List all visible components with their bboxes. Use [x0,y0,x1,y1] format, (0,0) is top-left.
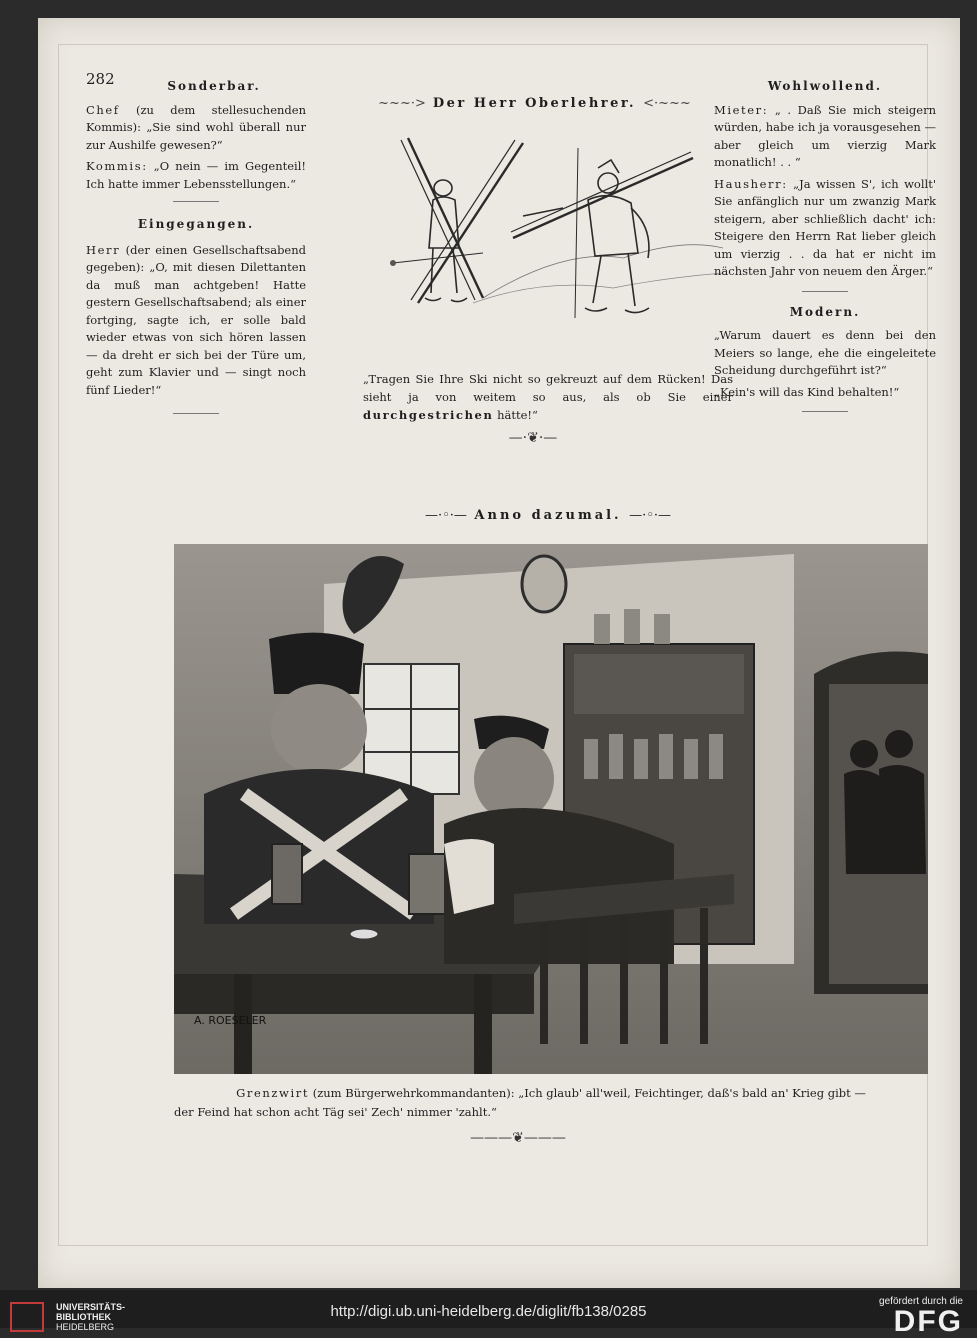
ornament: —·◦·— [629,508,672,523]
paragraph [86,242,306,400]
tavern-caption [174,1084,928,1122]
artist-signature: A. ROESELER [194,1014,267,1027]
speaker: Hausherr: [714,176,788,191]
right-column [714,78,936,420]
caption-emphasis: durchgestrichen [363,408,494,422]
text: „ . Daß Sie mich steigern würden, habe ich ja vorausgesehen — aber gleich um vierzig Mark monatlich! . . “ [714,102,937,169]
left-title-eingegangen: Eingegangen. [137,217,255,231]
text: (der einen Gesellschaftsabend gegeben): „O, mit diesen Dilettanten da muß man achtgeben! Hatte gestern Gesellschaftsabend; als einer fortging, sagte ich, er solle bald wieder etwas von sich hören lassen — da dreht er sich bei der Türe um, geht zum Klavier und — singt noch fünf Lieder!“ [86,242,307,397]
text: (zu dem stellesuchenden Kommis): „Sie sind wohl überall nur zur Aushilfe gewesen?“ [86,102,306,152]
ski-sketch-illustration [363,128,728,363]
separator [802,291,848,292]
end-ornament: ———❦——— [470,1130,566,1146]
text: (zum Bürgerwehrkommandanten): „Ich glaub' all'weil, Feichtinger, daß's bald an' Krieg gibt — [312,1086,866,1100]
separator [173,201,219,202]
logo-line: UNIVERSITÄTS- [56,1302,126,1312]
paragraph: „Kein's will das Kind behalten!“ [714,384,900,399]
speaker: Herr [86,242,121,257]
funded-by-label: gefördert durch die [879,1296,963,1307]
paragraph: „Warum dauert es denn bei den Meiers so lange, ehe die eingeleitete Scheidung durchgeführt ist?“ [714,328,936,377]
ornament: ~~~·> [378,96,426,111]
section-title-text: Anno dazumal. [474,508,622,523]
scanned-page [38,18,960,1288]
middle-title [367,96,702,111]
logo-line: BIBLIOTHEK [56,1312,111,1322]
middle-ornament: —·❦·— [508,430,558,446]
right-title-modern: Modern. [789,304,861,319]
logo-line: HEIDELBERG [56,1322,115,1332]
left-column [86,78,306,422]
speaker: Mieter: [714,102,769,117]
speaker: Grenzwirt [236,1086,310,1100]
ornament: —·◦·— [424,508,467,523]
caption-text: hätte!“ [493,408,538,422]
left-title-sonderbar: Sonderbar. [167,79,261,93]
separator [802,411,848,412]
caption-line-1 [174,1084,928,1103]
tavern-illustration [174,544,928,1074]
ornament: <·~~~ [643,96,691,111]
right-title-wohlwollend: Wohlwollend. [767,79,883,93]
middle-title-text: Der Herr Oberlehrer. [432,96,637,111]
caption-line-2: der Feind hat schon acht Täg sei' Zech' nimmer 'zahlt.“ [174,1105,497,1119]
paragraph [714,102,936,172]
paragraph [86,102,306,155]
ski-caption [363,370,733,424]
text: „O nein — im Gegenteil! Ich hatte immer Lebensstellungen.“ [86,159,307,191]
speaker: Chef [86,102,120,117]
section-title [398,508,698,523]
paragraph [86,158,306,193]
separator [173,413,219,414]
page-number: 282 [86,70,115,88]
paragraph [714,176,936,281]
dfg-wordmark: DFG [893,1305,963,1338]
dfg-logo[interactable] [879,1296,963,1337]
caption-text: „Tragen Sie Ihre Ski nicht so gekreuzt auf dem Rücken! Das sieht ja von weitem so aus, als ob Sie einer [363,372,733,404]
source-url[interactable]: http://digi.ub.uni-heidelberg.de/diglit/fb138/0285 [330,1303,647,1320]
text: „Ja wissen S', ich wollt' Sie anfänglich nur um zwanzig Mark steigern, aber schließlich dacht' ich: Steigere den Herrn Rat lieber gleich um vierzig . . da hat er nicht im nächsten Jahr von neuem den Ärger.“ [714,176,936,278]
speaker: Kommis: [86,159,148,173]
